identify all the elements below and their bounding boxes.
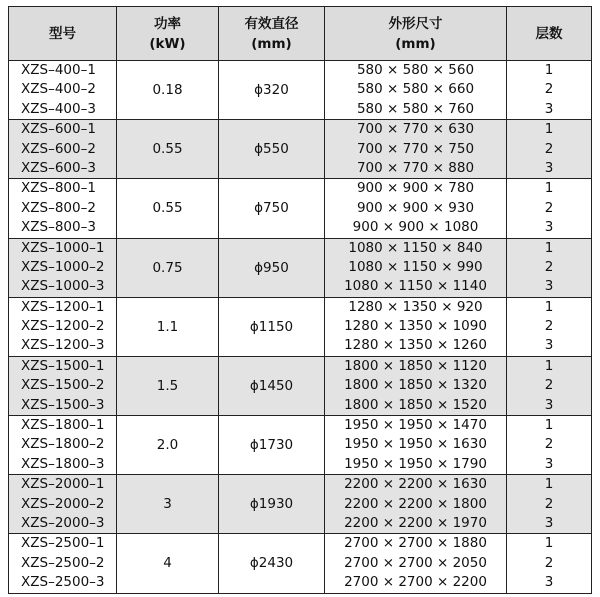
model-cell [9,475,117,534]
layer-count: 3 [544,455,554,472]
layers-cell [507,179,592,238]
power-cell: 4 [117,534,219,593]
model-group [9,356,592,415]
dimension-value: 1280 × 1350 × 1260 [344,337,487,354]
model-name: XZS–800–1 [21,180,96,197]
table-row [9,416,592,475]
layer-count: 1 [544,180,554,197]
dimensions-cell [325,297,507,356]
dimension-value: 1800 × 1850 × 1520 [344,396,487,413]
model-cell [9,179,117,238]
table-row [9,179,592,238]
model-name: XZS–2000–3 [21,514,105,531]
diameter-cell: ϕ550 [219,120,325,179]
table-row [9,475,592,534]
dimension-value: 2200 × 2200 × 1800 [344,495,487,512]
model-name: XZS–1500–3 [21,396,105,413]
model-name: XZS–2500–1 [21,535,105,552]
layer-count: 1 [544,357,554,374]
dimension-value: 2200 × 2200 × 1970 [344,514,487,531]
model-name: XZS–1200–2 [21,318,105,335]
dimension-value: 580 × 580 × 660 [356,81,475,98]
dimension-value: 1950 × 1950 × 1630 [344,436,487,453]
model-name: XZS–800–3 [21,219,96,236]
layer-count: 1 [544,121,554,138]
table-row [9,534,592,593]
layers-cell [507,475,592,534]
model-name: XZS–600–2 [21,140,96,157]
model-group [9,238,592,297]
layer-count: 3 [544,278,554,295]
power-cell: 0.75 [117,238,219,297]
layer-count: 2 [544,318,554,335]
layer-count: 2 [544,377,554,394]
dimension-value: 1080 × 1150 × 840 [348,239,483,256]
layer-count: 3 [544,219,554,236]
layer-count: 1 [544,62,554,78]
model-cell [9,416,117,475]
power-cell: 1.5 [117,356,219,415]
model-name: XZS–1800–1 [21,417,105,434]
model-group [9,61,592,120]
layer-count: 2 [544,199,554,216]
dimensions-cell [325,475,507,534]
dimension-value: 2700 × 2700 × 2200 [344,574,487,591]
model-cell [9,534,117,593]
model-name: XZS–800–2 [21,199,96,216]
layers-cell [507,416,592,475]
model-name: XZS–2500–3 [21,574,105,591]
layers-cell [507,534,592,593]
power-cell: 0.55 [117,120,219,179]
dimension-value: 900 × 900 × 1080 [352,219,479,236]
model-name: XZS–600–1 [21,121,96,138]
layer-count: 1 [544,298,554,315]
diameter-cell: ϕ1730 [219,416,325,475]
model-name: XZS–400–2 [21,81,96,98]
dimensions-cell [325,356,507,415]
table-row [9,297,592,356]
table-header [9,7,592,61]
layer-count: 3 [544,159,554,176]
dimension-value: 900 × 900 × 930 [356,199,475,216]
diameter-cell: ϕ2430 [219,534,325,593]
diameter-cell: ϕ1150 [219,297,325,356]
dimension-value: 1950 × 1950 × 1790 [344,455,487,472]
header-model: 型号 [9,7,117,61]
dimension-value: 1800 × 1850 × 1320 [344,377,487,394]
dimension-value: 2700 × 2700 × 2050 [344,554,487,571]
model-name: XZS–1200–3 [21,337,105,354]
table-row [9,238,592,297]
header-diameter: 有效直径 (mm) [219,7,325,61]
dimension-value: 1080 × 1150 × 990 [348,258,483,275]
layer-count: 3 [544,100,554,117]
dimension-value: 1080 × 1150 × 1140 [344,278,487,295]
model-group [9,534,592,593]
dimensions-cell [325,61,507,120]
model-name: XZS–1800–3 [21,455,105,472]
layer-count: 2 [544,436,554,453]
layer-count: 2 [544,495,554,512]
model-name: XZS–2500–2 [21,554,105,571]
model-name: XZS–1500–2 [21,377,105,394]
diameter-cell: ϕ320 [219,61,325,120]
power-cell: 3 [117,475,219,534]
table-row [9,61,592,120]
model-name: XZS–2000–2 [21,495,105,512]
model-cell [9,297,117,356]
dimensions-cell [325,238,507,297]
dimension-value: 1280 × 1350 × 1090 [344,318,487,335]
dimensions-cell [325,120,507,179]
layers-cell [507,297,592,356]
layers-cell [507,61,592,120]
model-group [9,179,592,238]
layers-cell [507,356,592,415]
dimension-value: 2700 × 2700 × 1880 [344,535,487,552]
model-name: XZS–400–3 [21,100,96,117]
model-group [9,416,592,475]
dimension-value: 700 × 770 × 630 [356,121,475,138]
dimension-value: 580 × 580 × 760 [356,100,475,117]
model-name: XZS–1000–1 [21,239,105,256]
layer-count: 1 [544,476,554,493]
model-name: XZS–1200–1 [21,298,105,315]
table-row [9,120,592,179]
table-row [9,356,592,415]
power-cell: 1.1 [117,297,219,356]
header-dimensions: 外形尺寸 (mm) [325,7,507,61]
model-name: XZS–2000–1 [21,476,105,493]
spec-table [8,6,592,594]
dimension-value: 700 × 770 × 880 [356,159,475,176]
power-cell: 0.55 [117,179,219,238]
model-cell [9,120,117,179]
header-power: 功率 (kW) [117,7,219,61]
dimensions-cell [325,416,507,475]
layer-count: 2 [544,140,554,157]
dimension-value: 1950 × 1950 × 1470 [344,417,487,434]
power-cell: 2.0 [117,416,219,475]
header-row [9,7,592,61]
diameter-cell: ϕ750 [219,179,325,238]
dimensions-cell [325,179,507,238]
model-name: XZS–400–1 [21,62,96,78]
dimension-value: 580 × 580 × 560 [356,62,475,78]
layer-count: 2 [544,81,554,98]
layers-cell [507,120,592,179]
model-cell [9,61,117,120]
model-name: XZS–1000–2 [21,258,105,275]
diameter-cell: ϕ1930 [219,475,325,534]
layer-count: 3 [544,514,554,531]
header-layers: 层数 [507,7,592,61]
power-cell: 0.18 [117,61,219,120]
layer-count: 2 [544,554,554,571]
diameter-cell: ϕ950 [219,238,325,297]
dimension-value: 2200 × 2200 × 1630 [344,476,487,493]
layer-count: 3 [544,337,554,354]
model-group [9,297,592,356]
layer-count: 3 [544,574,554,591]
model-name: XZS–1500–1 [21,357,105,374]
dimension-value: 1280 × 1350 × 920 [348,298,483,315]
model-cell [9,238,117,297]
layer-count: 1 [544,417,554,434]
layer-count: 1 [544,239,554,256]
layer-count: 1 [544,535,554,552]
dimension-value: 700 × 770 × 750 [356,140,475,157]
dimension-value: 900 × 900 × 780 [356,180,475,197]
diameter-cell: ϕ1450 [219,356,325,415]
model-group [9,120,592,179]
dimension-value: 1800 × 1850 × 1120 [344,357,487,374]
layers-cell [507,238,592,297]
dimensions-cell [325,534,507,593]
model-name: XZS–1000–3 [21,278,105,295]
model-name: XZS–600–3 [21,159,96,176]
layer-count: 2 [544,258,554,275]
layer-count: 3 [544,396,554,413]
model-group [9,475,592,534]
model-name: XZS–1800–2 [21,436,105,453]
model-cell [9,356,117,415]
